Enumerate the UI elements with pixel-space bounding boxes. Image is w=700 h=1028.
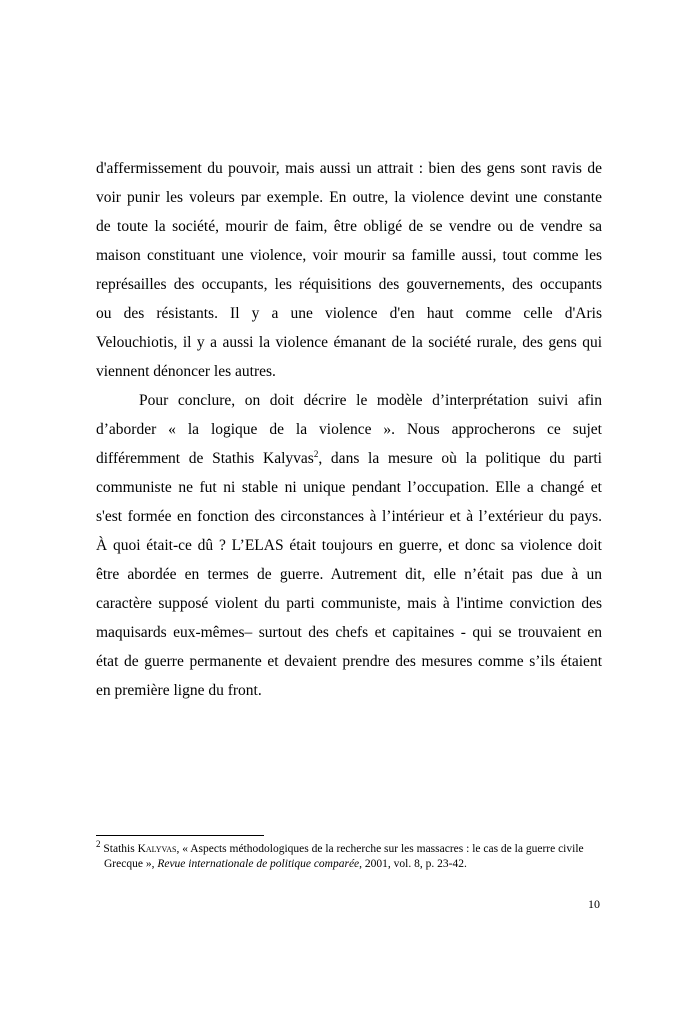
- footnote-line: [104, 857, 610, 872]
- footnote-text: , « Aspects méthodologiques de la recherche sur les massacres : le cas de la guerre civile: [176, 843, 584, 855]
- body-line: en première ligne du front.: [96, 682, 262, 699]
- body-line: À quoi était-ce dû ? L’ELAS était toujours en guerre, et donc sa violence doit: [96, 537, 602, 554]
- footnote-separator: [96, 835, 264, 836]
- body-line: représailles des occupants, les réquisitions des gouvernements, des occupants: [96, 276, 602, 293]
- body-text: différemment de Stathis Kalyvas: [96, 450, 314, 467]
- body-line: ou des résistants. Il y a une violence d'en haut comme celle d'Aris: [96, 305, 602, 322]
- footnote-reference[interactable]: 2: [313, 448, 319, 459]
- footnote-text: , 2001, vol. 8, p. 23-42.: [359, 858, 467, 870]
- body-line-with-footnote-ref: [96, 449, 602, 469]
- footnote-author-first: Stathis: [103, 843, 138, 855]
- footnote-text: Grecque »,: [104, 858, 158, 870]
- body-line: maison constituant une violence, voir mourir sa famille aussi, tout comme les: [96, 247, 602, 264]
- body-text: , dans la mesure où la politique du parti: [318, 450, 602, 467]
- body-line: viennent dénoncer les autres.: [96, 363, 276, 380]
- page-number: 10: [588, 897, 600, 911]
- paragraph-first-line: Pour conclure, on doit décrire le modèle d’interprétation suivi afin: [139, 392, 602, 409]
- body-line: d'affermissement du pouvoir, mais aussi un attrait : bien des gens sont ravis de: [96, 160, 602, 177]
- body-line: maquisards eux-mêmes– surtout des chefs et capitaines - qui se trouvaient en: [96, 624, 602, 641]
- footnote-author-last: Kalyvas: [137, 843, 177, 855]
- body-line: être abordée en termes de guerre. Autrement dit, elle n’était pas due à un: [96, 566, 602, 583]
- body-line: voir punir les voleurs par exemple. En outre, la violence devint une constante: [96, 189, 602, 206]
- body-line: communiste ne fut ni stable ni unique pendant l’occupation. Elle a changé et: [96, 479, 602, 496]
- body-line: état de guerre permanente et devaient prendre des mesures comme s’ils étaient: [96, 653, 602, 670]
- body-line: d’aborder « la logique de la violence ». Nous approcherons ce sujet: [96, 421, 602, 438]
- body-line: Velouchiotis, il y a aussi la violence émanant de la société rurale, des gens qui: [96, 334, 602, 351]
- footnote-line: [96, 839, 602, 857]
- body-line: s'est formée en fonction des circonstances à l’intérieur et à l’extérieur du pays.: [96, 508, 602, 525]
- body-line: caractère supposé violent du parti communiste, mais à l'intime conviction des: [96, 595, 602, 612]
- body-line: de toute la société, mourir de faim, être obligé de se vendre ou de vendre sa: [96, 218, 602, 235]
- footnote-marker: 2: [96, 839, 101, 850]
- footnote-journal: Revue internationale de politique comparée: [157, 858, 360, 870]
